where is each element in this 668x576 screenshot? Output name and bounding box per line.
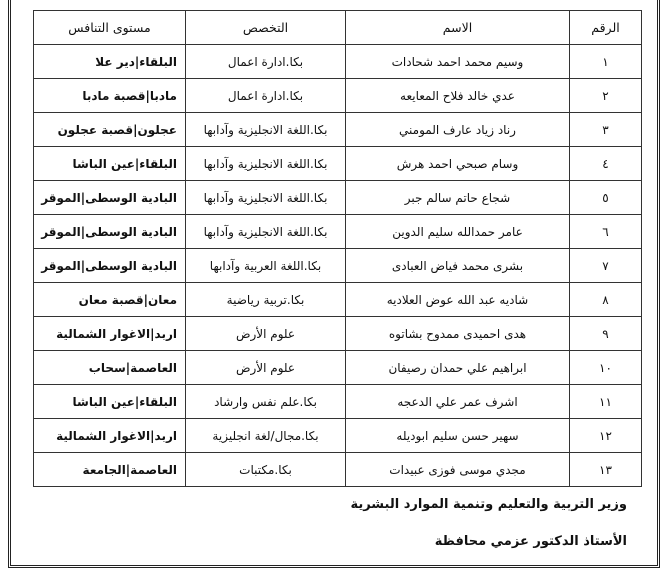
cell-num: ١ (570, 45, 642, 79)
header-specialization: التخصص (186, 11, 346, 45)
signature-title: وزير التربية والتعليم وتنمية الموارد البشرية (350, 497, 627, 512)
cell-specialization: بكا.اللغة الانجليزية وآدابها (186, 147, 346, 181)
cell-level: مادبا|قصبة مادبا (34, 79, 186, 113)
table-row (34, 45, 642, 79)
cell-specialization: بكا.علم نفس وارشاد (186, 385, 346, 419)
cell-specialization: بكا.اللغة الانجليزية وآدابها (186, 181, 346, 215)
table-row (34, 385, 642, 419)
cell-num: ٢ (570, 79, 642, 113)
cell-num: ١٣ (570, 453, 642, 487)
cell-num: ١٢ (570, 419, 642, 453)
cell-specialization: علوم الأرض (186, 317, 346, 351)
table-row (34, 215, 642, 249)
cell-name: وسيم محمد احمد شحادات (346, 45, 570, 79)
table-row (34, 453, 642, 487)
cell-name: مجدي موسى فوزى عبيدات (346, 453, 570, 487)
cell-name: عدي خالد فلاح المعايعه (346, 79, 570, 113)
cell-level: عجلون|قصبة عجلون (34, 113, 186, 147)
cell-specialization: بكا.اللغة الانجليزية وآدابها (186, 113, 346, 147)
cell-specialization: بكا.ادارة اعمال (186, 79, 346, 113)
cell-num: ٥ (570, 181, 642, 215)
table-row (34, 419, 642, 453)
cell-specialization: بكا.اللغة العربية وآدابها (186, 249, 346, 283)
cell-specialization: بكا.اللغة الانجليزية وآدابها (186, 215, 346, 249)
cell-name: وسام صبحي احمد هرش (346, 147, 570, 181)
cell-num: ٩ (570, 317, 642, 351)
cell-level: البلقاء|عين الباشا (34, 385, 186, 419)
table-row (34, 351, 642, 385)
cell-num: ٦ (570, 215, 642, 249)
cell-num: ٤ (570, 147, 642, 181)
table-body (34, 45, 642, 487)
cell-level: البادية الوسطى|الموقر (34, 181, 186, 215)
cell-name: ابراهيم علي حمدان رصيفان (346, 351, 570, 385)
table-row (34, 283, 642, 317)
cell-name: هدى احميدى ممدوح بشاتوه (346, 317, 570, 351)
table-row (34, 79, 642, 113)
cell-num: ١١ (570, 385, 642, 419)
cell-specialization: علوم الأرض (186, 351, 346, 385)
cell-level: العاصمة|سحاب (34, 351, 186, 385)
cell-name: شاديه عبد الله عوض العلاديه (346, 283, 570, 317)
cell-specialization: بكا.تربية رياضية (186, 283, 346, 317)
table-row (34, 317, 642, 351)
cell-level: معان|قصبة معان (34, 283, 186, 317)
cell-name: بشرى محمد فياض العبادى (346, 249, 570, 283)
table-row (34, 249, 642, 283)
cell-name: شجاع حاتم سالم جبر (346, 181, 570, 215)
results-table (33, 10, 642, 487)
cell-num: ١٠ (570, 351, 642, 385)
cell-specialization: بكا.ادارة اعمال (186, 45, 346, 79)
document-page (8, 0, 660, 568)
cell-name: رناد زياد عارف المومني (346, 113, 570, 147)
table-row (34, 147, 642, 181)
cell-level: البادية الوسطى|الموقر (34, 215, 186, 249)
cell-level: اربد|الاغوار الشمالية (34, 317, 186, 351)
cell-specialization: بكا.مكتبات (186, 453, 346, 487)
header-name: الاسم (346, 11, 570, 45)
cell-level: البادية الوسطى|الموقر (34, 249, 186, 283)
header-level: مستوى التنافس (34, 11, 186, 45)
table-row (34, 113, 642, 147)
cell-specialization: بكا.مجال/لغة انجليزية (186, 419, 346, 453)
table-header-row (34, 11, 642, 45)
header-num: الرقم (570, 11, 642, 45)
table-row (34, 181, 642, 215)
cell-level: البلقاء|عين الباشا (34, 147, 186, 181)
cell-level: اربد|الاغوار الشمالية (34, 419, 186, 453)
cell-num: ٧ (570, 249, 642, 283)
cell-num: ٨ (570, 283, 642, 317)
cell-name: عامر حمدالله سليم الدوين (346, 215, 570, 249)
cell-name: اشرف عمر علي الدعجه (346, 385, 570, 419)
cell-level: البلقاء|دير علا (34, 45, 186, 79)
cell-num: ٣ (570, 113, 642, 147)
cell-name: سهير حسن سليم ابوديله (346, 419, 570, 453)
cell-level: العاصمة|الجامعة (34, 453, 186, 487)
signature-name: الأستاذ الدكتور عزمي محافظة (434, 534, 627, 549)
